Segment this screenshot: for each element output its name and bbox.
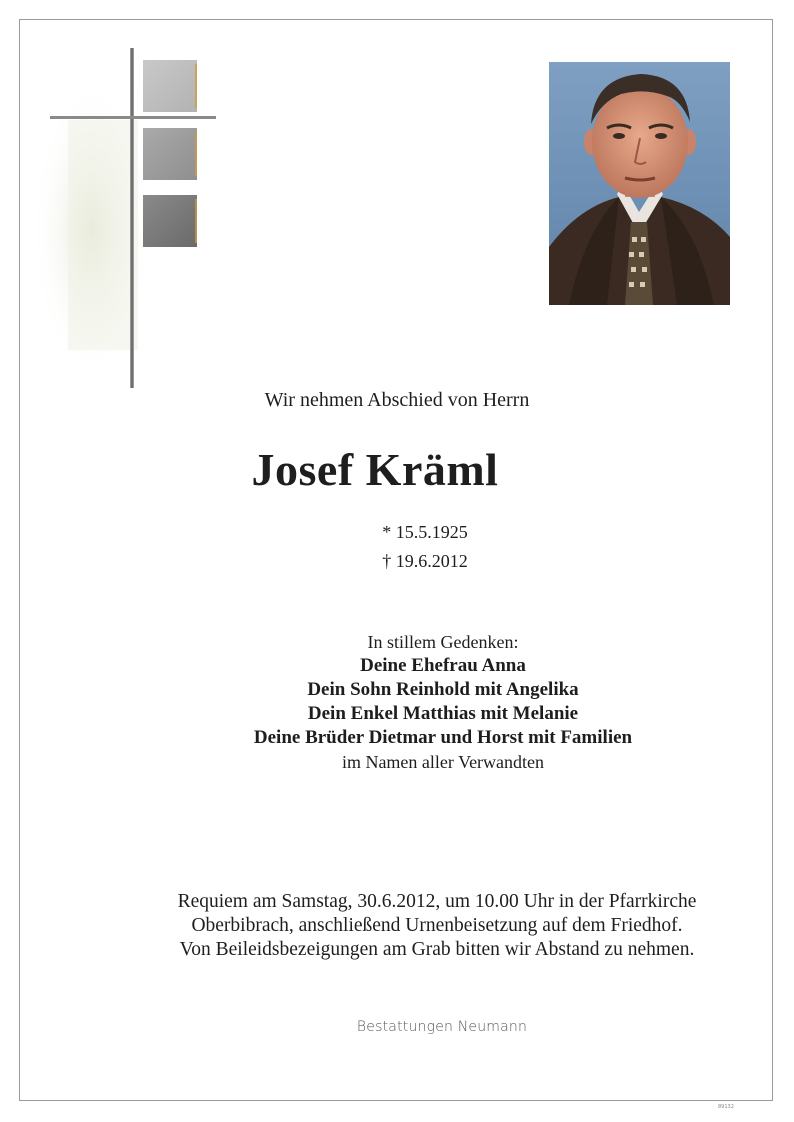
mourner-line: Deine Brüder Dietmar und Horst mit Familien xyxy=(253,727,633,748)
mourner-line: Dein Enkel Matthias mit Melanie xyxy=(307,703,579,724)
cross-ornament-icon xyxy=(30,40,230,400)
mourners-heading: In stillem Gedenken: xyxy=(367,632,519,652)
service-line: Von Beileidsbezeigungen am Grab bitten wir Abstand zu nehmen. xyxy=(179,939,695,960)
birth-date: * 15.5.1925 xyxy=(382,522,468,542)
funeral-home-name: Bestattungen Neumann xyxy=(356,1019,528,1035)
service-line: Requiem am Samstag, 30.6.2012, um 10.00 Uhr in der Pfarrkirche xyxy=(177,891,697,912)
death-date: † 19.6.2012 xyxy=(382,551,468,571)
mourner-line: Deine Ehefrau Anna xyxy=(360,655,526,676)
portrait-photo xyxy=(549,62,730,305)
mourner-line: Dein Sohn Reinhold mit Angelika xyxy=(307,679,579,700)
life-dates xyxy=(28,518,794,576)
mourners-block xyxy=(46,630,794,774)
service-line: Oberbibrach, anschließend Urnenbeisetzung auf dem Friedhof. xyxy=(191,915,683,936)
intro-text: Wir nehmen Abschied von Herrn xyxy=(264,389,530,411)
deceased-name: Josef Kräml xyxy=(251,444,499,495)
service-info xyxy=(40,890,794,962)
print-code: 89132 xyxy=(718,1104,734,1110)
mourners-closing: im Namen aller Verwandten xyxy=(341,752,545,772)
